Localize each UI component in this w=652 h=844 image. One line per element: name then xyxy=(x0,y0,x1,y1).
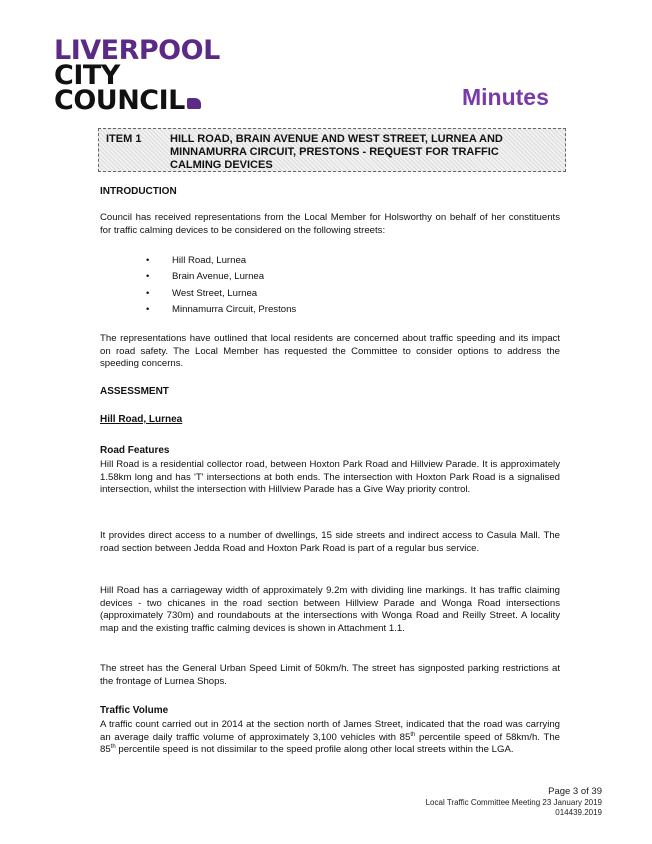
logo-line-council: COUNCIL xyxy=(54,85,185,116)
list-item: • Hill Road, Lurnea xyxy=(146,255,296,271)
list-item: • Minnamurra Circuit, Prestons xyxy=(146,304,296,320)
document-reference: 014439.2019 xyxy=(555,808,602,817)
concern-paragraph: The representations have outlined that local residents are concerned about traffic speeding and its impact on road safety. The Local Member has requested the Committee to consider options to address the speeding concerns. xyxy=(100,333,560,370)
council-logo xyxy=(54,35,220,116)
intro-paragraph: Council has received representations from the Local Member for Holsworthy on behalf of her constituents for traffic calming devices to be considered on the following streets: xyxy=(100,212,560,236)
item-header-box xyxy=(98,128,566,172)
list-item: • Brain Avenue, Lurnea xyxy=(146,271,296,287)
road-features-heading: Road Features xyxy=(100,445,170,456)
logo-mark-icon xyxy=(187,98,201,109)
list-item: • West Street, Lurnea xyxy=(146,288,296,304)
road-features-paragraph-3: Hill Road has a carriageway width of approximately 9.2m with dividing line markings. It has traffic claiming devices - two chicanes in the road section between Hillview Parade and Wonga Road intersections (approximately 730m) and roundabouts at the intersections with Wonga Road and Reilly Street. A locality map and the existing traffic calming devices is shown in Attachment 1.1. xyxy=(100,585,560,634)
hill-road-heading: Hill Road, Lurnea xyxy=(100,414,183,425)
document-type-title: Minutes xyxy=(462,84,549,110)
logo-line-city: CITY xyxy=(54,60,120,91)
page-number: Page 3 of 39 xyxy=(548,786,602,797)
street-list xyxy=(146,255,296,320)
item-title: HILL ROAD, BRAIN AVENUE AND WEST STREET, LURNEA AND MINNAMURRA CIRCUIT, PRESTONS - REQUEST FOR TRAFFIC CALMING DEVICES xyxy=(170,133,503,171)
assessment-heading: ASSESSMENT xyxy=(100,386,169,397)
logo-line-liverpool: LIVERPOOL xyxy=(54,35,220,66)
item-number: ITEM 1 xyxy=(106,133,142,145)
meeting-name: Local Traffic Committee Meeting 23 January 2019 xyxy=(425,798,602,807)
traffic-volume-paragraph: A traffic count carried out in 2014 at the section north of James Street, indicated that the road was carrying an average daily traffic volume of approximately 3,100 vehicles with 85th percentile speed of 58km/h. The 85th percentile speed is not dissimilar to the speed profile along other local streets within the LGA. xyxy=(100,719,560,756)
road-features-paragraph-2: It provides direct access to a number of dwellings, 15 side streets and indirect access to Casula Mall. The road section between Jedda Road and Hoxton Park Road is part of a regular bus service. xyxy=(100,530,560,554)
road-features-paragraph-4: The street has the General Urban Speed Limit of 50km/h. The street has signposted parking restrictions at the frontage of Lurnea Shops. xyxy=(100,663,560,687)
introduction-heading: INTRODUCTION xyxy=(100,186,177,197)
traffic-volume-heading: Traffic Volume xyxy=(100,705,169,716)
road-features-paragraph-1: Hill Road is a residential collector road, between Hoxton Park Road and Hillview Parade. It is approximately 1.58km long and has 'T' intersections at both ends. The intersection with Hoxton Park Road is a signalised intersection, whilst the intersection with Hillview Parade has a Give Way priority control. xyxy=(100,459,560,496)
